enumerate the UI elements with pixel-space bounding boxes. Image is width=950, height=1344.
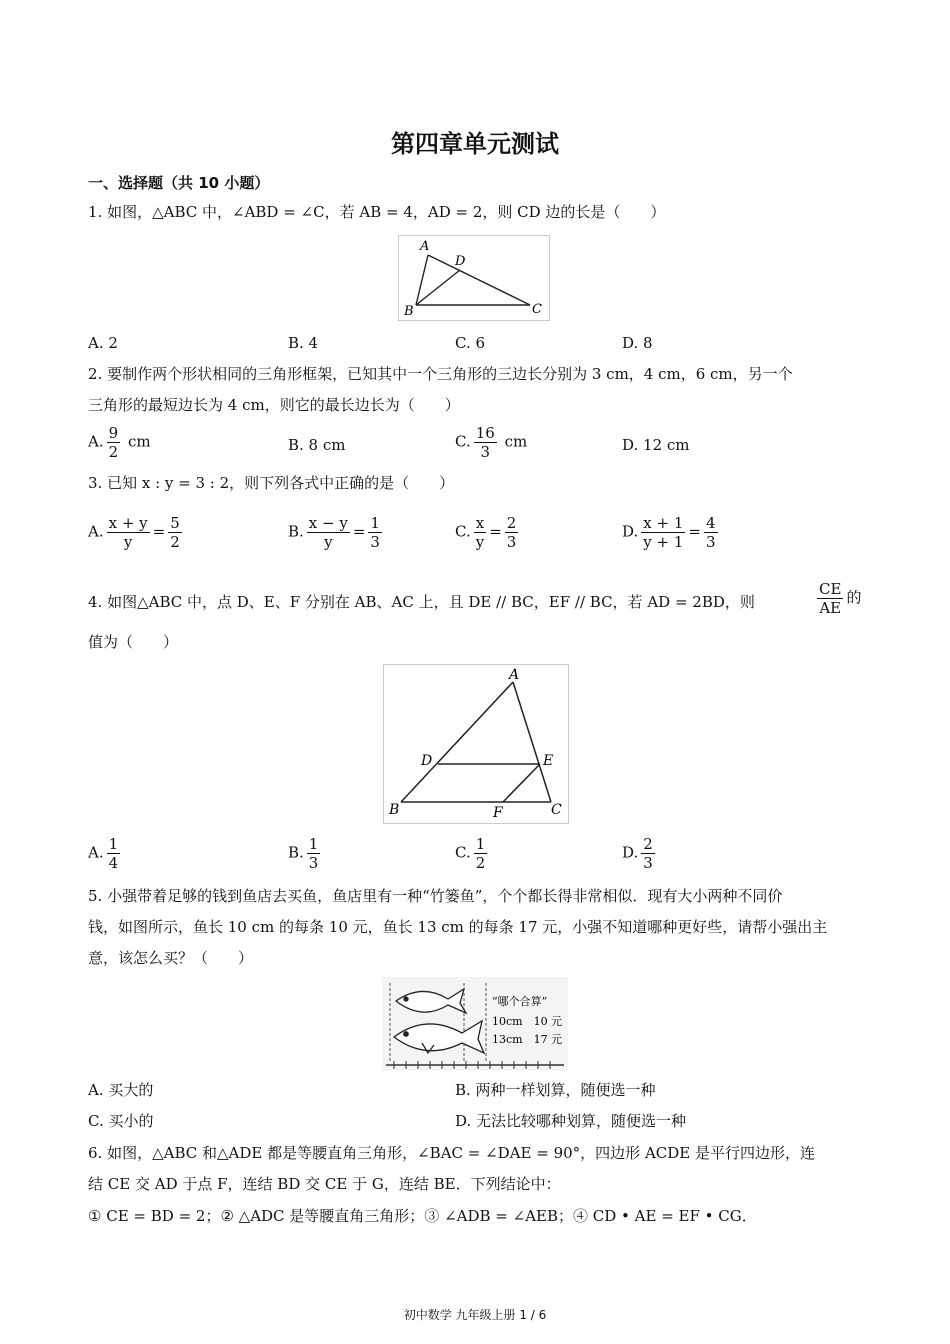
question-4-option-a: A. $\frac{1}{4}$ [88,835,119,872]
question-4-option-c: C. $\frac{1}{2}$ [455,835,486,872]
question-4-figure [383,664,569,824]
page-title: 第四章单元测试 [391,130,559,158]
question-5-line-1: 5. 小强带着足够的钱到鱼店去买鱼，鱼店里有一种“竹篓鱼”，个个都长得非常相似．现有大小两种不同价 [88,887,783,905]
fig1-label-b: B [404,304,414,319]
fig1-label-c: C [532,302,542,317]
page-footer: 初中数学 九年级上册 1 / 6 [403,1308,547,1322]
question-4-option-b: B. $\frac{1}{3}$ [288,835,319,872]
fig4-label-f: F [493,805,503,821]
fig5-row-1: 10cm 10 元 [492,1015,563,1028]
question-1-figure [398,235,550,321]
fig5-row-2: 13cm 17 元 [492,1033,563,1046]
question-1-option-b: B. 4 [288,334,319,352]
fig4-label-e: E [543,753,554,769]
question-1-option-d: D. 8 [622,334,653,352]
question-1-option-c: C. 6 [455,334,486,352]
question-6-line-1: 6. 如图，△ABC 和△ADE 都是等腰直角三角形，∠BAC = ∠DAE = 90°，四边形 ACDE 是平行四边形，连 [88,1144,816,1162]
question-2-option-a: A. $\frac{9}{2}$ cm [88,424,151,461]
question-3-option-a: A. $\frac{x + y}{y}$ = $\frac{5}{2}$ [88,514,180,551]
fig4-label-b: B [389,802,400,818]
question-2-line-1: 2. 要制作两个形状相同的三角形框架，已知其中一个三角形的三边长分别为 3 cm，4 cm，6 cm，另一个 [88,365,793,383]
question-5-line-3: 意，该怎么买？（ ） [88,949,254,967]
question-4-line-2: 值为（ ） [88,633,179,651]
question-6-line-3: ① CE = BD = 2；② △ADC 是等腰直角三角形；③ ∠ADB = ∠AEB；④ CD • AE = EF • CG． [88,1207,757,1225]
question-2-option-b: B. 8 cm [288,436,346,454]
question-5-option-b: B. 两种一样划算，随便选一种 [455,1081,656,1099]
question-5-line-2: 钱，如图所示，鱼长 10 cm 的每条 10 元，鱼长 13 cm 的每条 17 元，小强不知道哪种更好些，请帮小强出主 [88,918,828,936]
section-heading: 一、选择题（共 10 小题） [88,174,270,192]
question-5-option-c: C. 买小的 [88,1112,154,1130]
question-3-option-d: D. $\frac{x + 1}{y + 1}$ = $\frac{4}{3}$ [622,514,716,551]
question-2-line-2: 三角形的最短边长为 4 cm，则它的最长边长为（ ） [88,396,460,414]
question-1-text: 1. 如图，△ABC 中，∠ABD = ∠C，若 AB = 4，AD = 2，则 CD 边的长是（ ） [88,203,666,221]
fig4-label-d: D [421,753,433,769]
fig4-label-a: A [509,667,520,683]
question-4-option-d: D. $\frac{2}{3}$ [622,835,653,872]
fig1-label-a: A [420,239,430,254]
question-1-option-a: A. 2 [88,334,118,352]
fig5-title: “哪个合算” [492,995,548,1008]
question-2-option-c: C. $\frac{16}{3}$ cm [455,424,528,461]
question-3-option-c: C. $\frac{x}{y}$ = $\frac{2}{3}$ [455,514,517,551]
question-4-line-1: 4. 如图△ABC 中，点 D、E、F 分别在 AB、AC 上，且 DE // BC，EF // BC，若 AD = 2BD，则 [88,593,755,611]
fig1-label-d: D [455,254,466,269]
question-5-option-a: A. 买大的 [88,1081,154,1099]
question-4-ratio: $\frac{CE}{AE}$ 的 [819,580,862,617]
question-2-option-d: D. 12 cm [622,436,690,454]
question-5-option-d: D. 无法比较哪种划算，随便选一种 [455,1112,687,1130]
question-3-option-b: B. $\frac{x - y}{y}$ = $\frac{1}{3}$ [288,514,380,551]
fig4-label-c: C [551,802,562,818]
question-3-text: 3. 已知 x : y = 3 : 2，则下列各式中正确的是（ ） [88,474,455,492]
question-5-figure [382,977,568,1071]
question-6-line-2: 结 CE 交 AD 于点 F，连结 BD 交 CE 于 G，连结 BE．下列结论中： [88,1175,561,1193]
